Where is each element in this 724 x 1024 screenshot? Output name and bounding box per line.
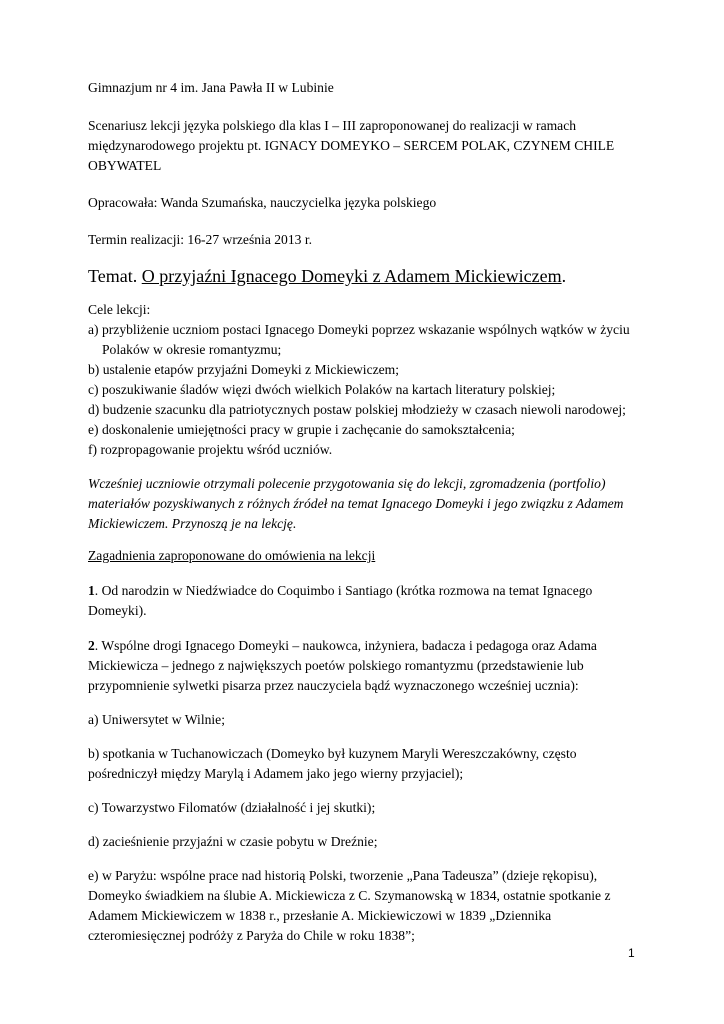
goal-item: a) przybliżenie uczniom postaci Ignacego Domeyki poprzez wskazanie wspólnych wątków w życiu Polaków w okresie romantyzmu;	[88, 322, 630, 357]
sub-item: c) Towarzystwo Filomatów (działalność i jej skutki);	[88, 800, 376, 815]
school-name: Gimnazjum nr 4 im. Jana Pawła II w Lubinie	[88, 80, 334, 95]
issue-text: . Od narodzin w Niedźwiadce do Coquimbo i Santiago (krótka rozmowa na temat Ignacego Domeyki).	[88, 583, 593, 618]
goal-item: e) doskonalenie umiejętności pracy w grupie i zachęcanie do samokształcenia;	[88, 422, 515, 437]
goal-item: c) poszukiwanie śladów więzi dwóch wielkich Polaków na kartach literatury polskiej;	[88, 382, 556, 397]
page-number: 1	[628, 946, 635, 960]
goals-heading: Cele lekcji:	[88, 302, 151, 317]
topic-suffix: .	[561, 266, 567, 286]
sub-item: b) spotkania w Tuchanowiczach (Domeyko był kuzynem Maryli Wereszczakówny, często pośredniczył między Marylą i Adamem jako jego wierny przyjaciel);	[88, 746, 577, 781]
goal-item: f) rozpropagowanie projektu wśród uczniów.	[88, 442, 333, 457]
sub-item: d) zacieśnienie przyjaźni w czasie pobytu w Dreźnie;	[88, 834, 378, 849]
issue-item-1	[88, 581, 644, 621]
document-page	[88, 78, 644, 946]
issue-number: 2	[88, 638, 95, 653]
issue-number: 1	[88, 583, 95, 598]
goal-item: b) ustalenie etapów przyjaźni Domeyki z Mickiewiczem;	[88, 362, 400, 377]
lesson-topic	[88, 264, 644, 288]
topic-title: O przyjaźni Ignacego Domeyki z Adamem Mickiewiczem	[141, 266, 562, 286]
sub-item: a) Uniwersytet w Wilnie;	[88, 712, 225, 727]
scenario-description: Scenariusz lekcji języka polskiego dla klas I – III zaproponowanej do realizacji w ramach międzynarodowego projektu pt. IGNACY DOMEYKO – SERCEM POLAK, CZYNEM CHILE OBYWATEL	[88, 118, 615, 173]
author-line: Opracowała: Wanda Szumańska, nauczycielka języka polskiego	[88, 195, 437, 210]
sub-item: e) w Paryżu: wspólne prace nad historią Polski, tworzenie „Pana Tadeusza” (dzieje rękopisu), Domeyko świadkiem na ślubie A. Mickiewicza z C. Szymanowską w 1834, ostatnie spotkanie z Adamem Mickiewiczem w 1838 r., przesłanie A. Mickiewiczowi w 1839 „Dziennika czteromiesięcznej podróży z Paryża do Chile w roku 1838”;	[88, 868, 611, 943]
term-line: Termin realizacji: 16-27 września 2013 r.	[88, 232, 313, 247]
goal-item: d) budzenie szacunku dla patriotycznych postaw polskiej młodzieży w czasach niewoli narodowej;	[88, 402, 626, 417]
intro-paragraph: Wcześniej uczniowie otrzymali polecenie przygotowania się do lekcji, zgromadzenia (portfolio) materiałów pozyskiwanych z różnych źródeł na temat Ignacego Domeyki i jego związku z Adamem Mickiewiczem. Przynoszą je na lekcję.	[88, 476, 624, 531]
issue-item-2	[88, 636, 644, 696]
issues-heading: Zagadnienia zaproponowane do omówienia na lekcji	[88, 548, 376, 563]
goals-list	[88, 320, 644, 460]
issue-text: . Wspólne drogi Ignacego Domeyki – naukowca, inżyniera, badacza i pedagoga oraz Adama Mickiewicza – jednego z największych poetów polskiego romantyzmu (przedstawienie lub przypomnienie sylwetki pisarza przez nauczyciela bądź wyznaczonego wcześniej ucznia):	[88, 638, 597, 693]
topic-prefix: Temat.	[88, 266, 142, 286]
